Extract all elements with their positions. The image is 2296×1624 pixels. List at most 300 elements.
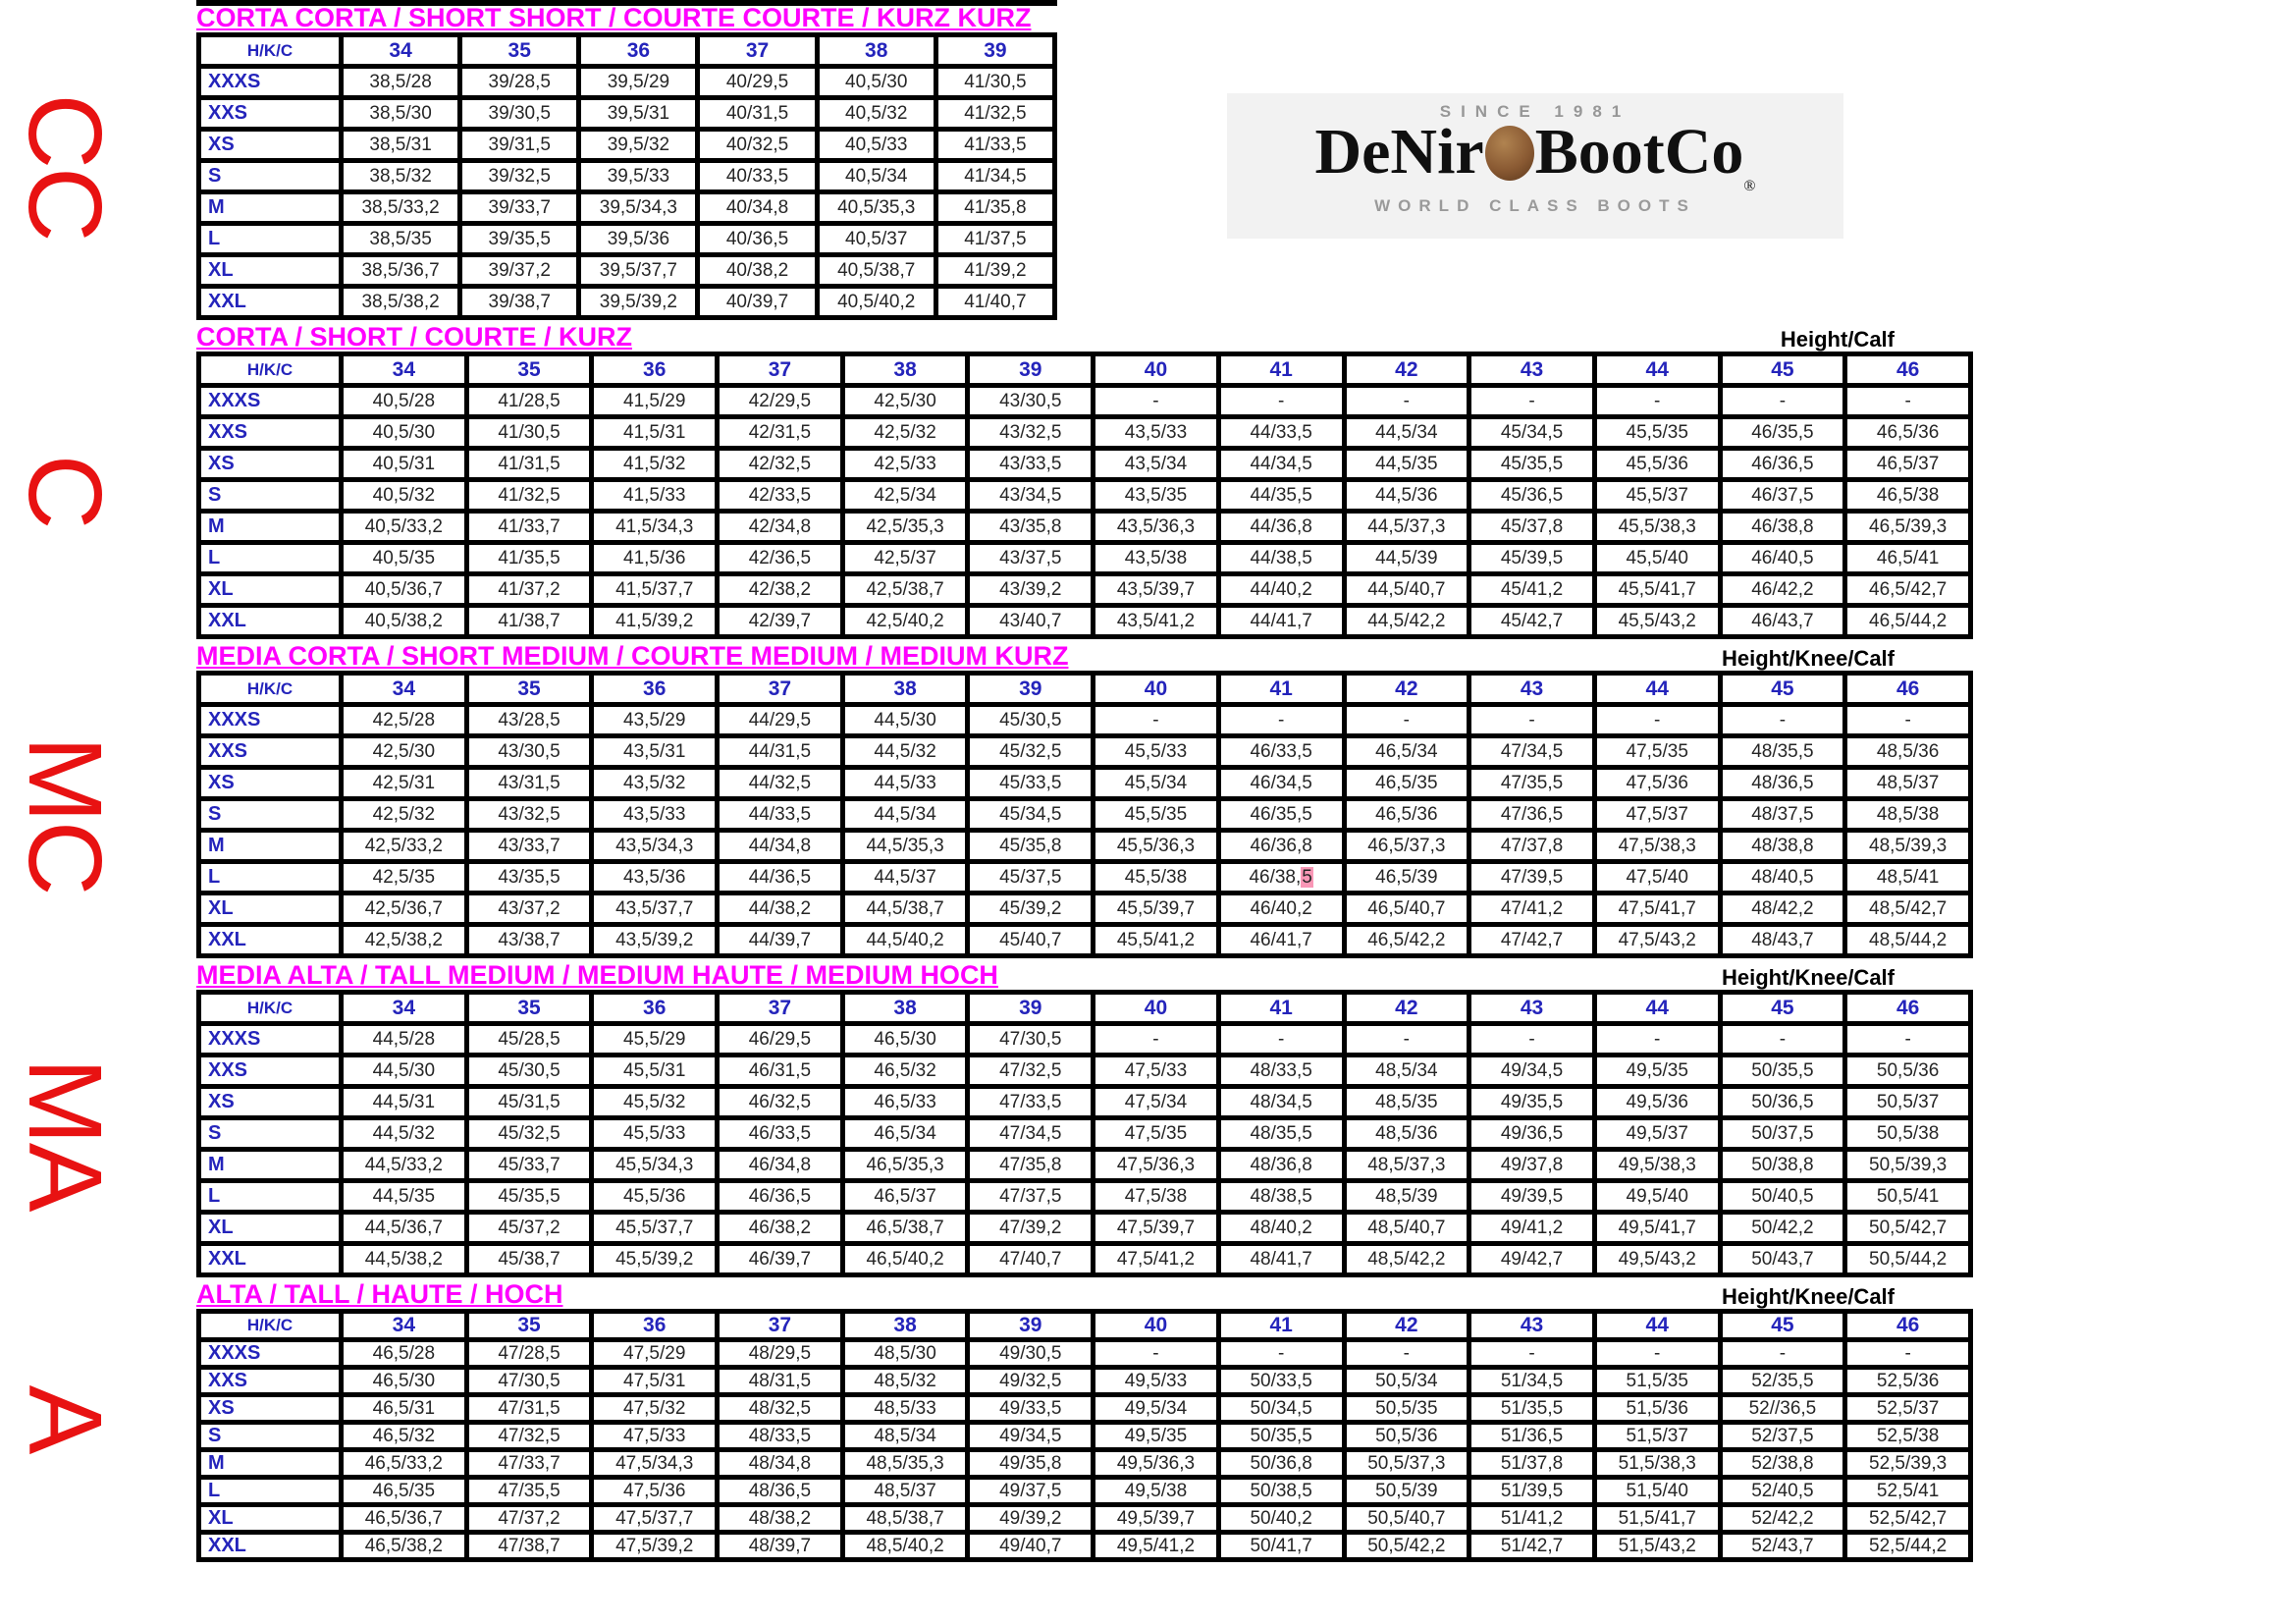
- size-cell: 43,5/41,2: [1094, 606, 1219, 637]
- size-cell: 45,5/39,2: [592, 1244, 718, 1275]
- size-cell: 47/30,5: [968, 1024, 1094, 1056]
- size-cell: 44/33,5: [718, 799, 843, 831]
- size-cell: 39,5/31: [579, 98, 698, 130]
- size-column-header: 34: [342, 35, 460, 67]
- size-cell: 46,5/38: [1845, 480, 1971, 512]
- row-label: L: [199, 543, 342, 574]
- size-cell: 44,5/30: [842, 705, 968, 736]
- size-column-header: 45: [1720, 354, 1845, 386]
- size-cell: 38,5/38,2: [342, 287, 460, 318]
- size-cell: 48,5/41: [1845, 862, 1971, 893]
- size-column-header: 36: [579, 35, 698, 67]
- size-cell: 52,5/44,2: [1845, 1533, 1971, 1560]
- size-cell: 48/36,5: [718, 1478, 843, 1505]
- size-column-header: 44: [1594, 1312, 1720, 1340]
- size-cell: 48,5/33: [842, 1395, 968, 1423]
- size-column-header: 35: [466, 674, 592, 705]
- size-cell: 43/33,5: [968, 449, 1094, 480]
- size-cell: 48,5/39,3: [1845, 831, 1971, 862]
- size-cell: 47/37,2: [466, 1505, 592, 1533]
- size-cell: 48/36,5: [1720, 768, 1845, 799]
- size-column-header: 45: [1720, 674, 1845, 705]
- size-cell: 47,5/41,7: [1594, 893, 1720, 925]
- size-column-header: 36: [592, 354, 718, 386]
- size-column-header: 43: [1469, 1312, 1595, 1340]
- size-cell: 40/36,5: [698, 224, 817, 255]
- size-cell: 48,5/42,2: [1344, 1244, 1469, 1275]
- size-cell: 41/28,5: [466, 386, 592, 417]
- size-cell: 43/32,5: [968, 417, 1094, 449]
- size-cell: 51/37,8: [1469, 1450, 1595, 1478]
- size-cell: 46/37,5: [1720, 480, 1845, 512]
- table-row: [199, 1423, 1971, 1450]
- size-cell: 50/35,5: [1720, 1056, 1845, 1087]
- size-cell: 50,5/41: [1845, 1181, 1971, 1213]
- side-label-mc: MC: [7, 735, 123, 894]
- size-cell: 44,5/30: [342, 1056, 467, 1087]
- size-cell: 47,5/39,2: [592, 1533, 718, 1560]
- table-row: [199, 1533, 1971, 1560]
- table-row: [199, 862, 1971, 893]
- size-cell: 48,5/32: [842, 1368, 968, 1395]
- size-cell: 44/40,2: [1218, 574, 1344, 606]
- size-cell: -: [1720, 705, 1845, 736]
- table-row: [199, 192, 1055, 224]
- size-cell: 47,5/35: [1594, 736, 1720, 768]
- size-cell: 47,5/36: [592, 1478, 718, 1505]
- size-cell: 42,5/33: [842, 449, 968, 480]
- table-row: [199, 768, 1971, 799]
- size-column-header: 46: [1845, 993, 1971, 1024]
- size-cell: 47,5/36,3: [1094, 1150, 1219, 1181]
- table-row: [199, 1213, 1971, 1244]
- size-cell: 39,5/39,2: [579, 287, 698, 318]
- logo-brand-left: DeNir: [1314, 116, 1484, 188]
- table-row: [199, 705, 1971, 736]
- size-cell: 46/41,7: [1218, 925, 1344, 956]
- size-cell: 44/38,5: [1218, 543, 1344, 574]
- size-cell: 46/38,8: [1720, 512, 1845, 543]
- row-label: M: [199, 1150, 342, 1181]
- size-cell: 38,5/33,2: [342, 192, 460, 224]
- table-block-corta: [196, 322, 1973, 639]
- table-title: CORTA CORTA / SHORT SHORT / COURTE COURTE / KURZ KURZ: [196, 3, 1032, 32]
- size-cell: 38,5/36,7: [342, 255, 460, 287]
- size-cell: 50/42,2: [1720, 1213, 1845, 1244]
- size-cell: 39/30,5: [460, 98, 579, 130]
- size-cell: 44/36,5: [718, 862, 843, 893]
- size-cell: -: [1845, 705, 1971, 736]
- size-cell: 47,5/35: [1094, 1118, 1219, 1150]
- size-cell: 50,5/42,2: [1344, 1533, 1469, 1560]
- size-cell: 44/31,5: [718, 736, 843, 768]
- size-column-header: 37: [718, 1312, 843, 1340]
- size-cell: 40,5/34: [817, 161, 935, 192]
- table-row: [199, 67, 1055, 98]
- row-label: XL: [199, 1213, 342, 1244]
- corner-header-cell: H/K/C: [199, 1312, 342, 1340]
- size-cell: 45/39,5: [1469, 543, 1595, 574]
- size-cell: 50,5/36: [1344, 1423, 1469, 1450]
- size-cell: 45/34,5: [968, 799, 1094, 831]
- row-label: XL: [199, 574, 342, 606]
- size-cell: 40,5/31: [342, 449, 467, 480]
- size-cell: 48,5/40,2: [842, 1533, 968, 1560]
- size-cell: -: [1094, 1340, 1219, 1368]
- size-cell: 44,5/37,3: [1344, 512, 1469, 543]
- size-cell: 41/33,7: [466, 512, 592, 543]
- size-cell: 45,5/38: [1094, 862, 1219, 893]
- size-table-media-corta: [196, 671, 1973, 958]
- size-cell: 45/30,5: [968, 705, 1094, 736]
- size-cell: -: [1344, 386, 1469, 417]
- size-cell: 52,5/38: [1845, 1423, 1971, 1450]
- size-cell: 43/35,8: [968, 512, 1094, 543]
- size-cell: 39,5/32: [579, 130, 698, 161]
- size-cell: 49,5/35: [1594, 1056, 1720, 1087]
- size-cell: 49,5/39,7: [1094, 1505, 1219, 1533]
- size-cell: 47/39,5: [1469, 862, 1595, 893]
- size-cell: 48/43,7: [1720, 925, 1845, 956]
- size-cell: 48/38,2: [718, 1505, 843, 1533]
- table-row: [199, 1181, 1971, 1213]
- size-cell: 44/34,5: [1218, 449, 1344, 480]
- size-cell: 44,5/40,2: [842, 925, 968, 956]
- size-cell: 47/34,5: [968, 1118, 1094, 1150]
- size-cell: 42/39,7: [718, 606, 843, 637]
- size-cell: 47/37,8: [1469, 831, 1595, 862]
- size-cell: 42,5/35,3: [842, 512, 968, 543]
- size-table-corta-corta: [196, 32, 1057, 320]
- size-cell: 45,5/37: [1594, 480, 1720, 512]
- size-column-header: 38: [817, 35, 935, 67]
- size-cell: 48/34,8: [718, 1450, 843, 1478]
- size-cell: 40,5/37: [817, 224, 935, 255]
- size-cell: 51,5/36: [1594, 1395, 1720, 1423]
- size-column-header: 38: [842, 674, 968, 705]
- size-column-header: 46: [1845, 354, 1971, 386]
- size-cell: 51/35,5: [1469, 1395, 1595, 1423]
- size-cell: 45,5/35: [1094, 799, 1219, 831]
- size-cell: 45/35,5: [466, 1181, 592, 1213]
- size-column-header: 35: [460, 35, 579, 67]
- size-cell: 49/42,7: [1469, 1244, 1595, 1275]
- size-column-header: 39: [968, 993, 1094, 1024]
- measure-label: Height/Knee/Calf: [1721, 965, 1895, 990]
- size-cell: 52,5/39,3: [1845, 1450, 1971, 1478]
- size-cell: 47/30,5: [466, 1368, 592, 1395]
- size-cell: -: [1720, 1024, 1845, 1056]
- size-cell: 44,5/42,2: [1344, 606, 1469, 637]
- size-cell: 40,5/40,2: [817, 287, 935, 318]
- table-row: [199, 1395, 1971, 1423]
- size-cell: 44,5/33,2: [342, 1150, 467, 1181]
- size-column-header: 41: [1218, 993, 1344, 1024]
- row-label: XXL: [199, 925, 342, 956]
- size-table-corta: [196, 352, 1973, 639]
- size-cell: 44/41,7: [1218, 606, 1344, 637]
- size-cell: 39/28,5: [460, 67, 579, 98]
- size-column-header: 46: [1845, 674, 1971, 705]
- size-column-header: 34: [342, 1312, 467, 1340]
- size-cell: 47/32,5: [968, 1056, 1094, 1087]
- size-cell: 50/35,5: [1218, 1423, 1344, 1450]
- size-cell: 39,5/37,7: [579, 255, 698, 287]
- size-cell: 46,5/39,3: [1845, 512, 1971, 543]
- size-cell: 51,5/41,7: [1594, 1505, 1720, 1533]
- table-row: [199, 1478, 1971, 1505]
- size-cell: 46,5/37: [842, 1181, 968, 1213]
- size-cell: 49,5/40: [1594, 1181, 1720, 1213]
- side-label-ma: MA: [7, 1057, 123, 1211]
- size-cell: 45/37,5: [968, 862, 1094, 893]
- size-cell: 51,5/35: [1594, 1368, 1720, 1395]
- size-cell: 40/33,5: [698, 161, 817, 192]
- size-cell: 47,5/38,3: [1594, 831, 1720, 862]
- size-cell: 52//36,5: [1720, 1395, 1845, 1423]
- size-cell: 46,5/32: [342, 1423, 467, 1450]
- row-label: S: [199, 799, 342, 831]
- size-cell: 39,5/34,3: [579, 192, 698, 224]
- size-cell: -: [1218, 1340, 1344, 1368]
- size-cell: 50,5/44,2: [1845, 1244, 1971, 1275]
- size-cell: 48/32,5: [718, 1395, 843, 1423]
- size-cell: 44/36,8: [1218, 512, 1344, 543]
- size-column-header: 42: [1344, 354, 1469, 386]
- size-column-header: 34: [342, 993, 467, 1024]
- size-column-header: 38: [842, 354, 968, 386]
- size-cell: 45,5/36: [1594, 449, 1720, 480]
- size-cell: 43,5/34: [1094, 449, 1219, 480]
- size-column-header: 37: [698, 35, 817, 67]
- size-cell: 40/38,2: [698, 255, 817, 287]
- size-cell: 42/33,5: [718, 480, 843, 512]
- size-cell: -: [1845, 386, 1971, 417]
- size-cell: -: [1594, 705, 1720, 736]
- size-cell: 48,5/30: [842, 1340, 968, 1368]
- size-column-header: 40: [1094, 674, 1219, 705]
- size-cell: 44,5/34: [842, 799, 968, 831]
- size-cell: 42,5/38,7: [842, 574, 968, 606]
- size-cell: 47,5/32: [592, 1395, 718, 1423]
- size-cell: 45,5/32: [592, 1087, 718, 1118]
- size-cell: 51,5/40: [1594, 1478, 1720, 1505]
- size-cell: 49/30,5: [968, 1340, 1094, 1368]
- size-cell: 48/41,7: [1218, 1244, 1344, 1275]
- size-cell: 49,5/41,7: [1594, 1213, 1720, 1244]
- size-column-header: 37: [718, 674, 843, 705]
- size-cell: 45/35,5: [1469, 449, 1595, 480]
- size-cell: 41,5/34,3: [592, 512, 718, 543]
- size-cell: 43,5/35: [1094, 480, 1219, 512]
- size-cell: 51,5/38,3: [1594, 1450, 1720, 1478]
- size-cell: 51,5/37: [1594, 1423, 1720, 1450]
- size-cell: 46,5/33,2: [342, 1450, 467, 1478]
- size-column-header: 42: [1344, 674, 1469, 705]
- row-label: XXL: [199, 1533, 342, 1560]
- size-cell: 40/31,5: [698, 98, 817, 130]
- size-cell: 44,5/36: [1344, 480, 1469, 512]
- size-cell: 50/37,5: [1720, 1118, 1845, 1150]
- row-label: XXS: [199, 1056, 342, 1087]
- size-cell: 42/32,5: [718, 449, 843, 480]
- size-cell: -: [1720, 386, 1845, 417]
- size-column-header: 39: [968, 1312, 1094, 1340]
- size-cell: 41,5/33: [592, 480, 718, 512]
- size-cell: 46,5/44,2: [1845, 606, 1971, 637]
- size-table-alta: [196, 1309, 1973, 1562]
- size-cell: 46,5/38,7: [842, 1213, 968, 1244]
- table-row: [199, 1340, 1971, 1368]
- size-cell: 45,5/41,7: [1594, 574, 1720, 606]
- size-cell: 50/40,5: [1720, 1181, 1845, 1213]
- size-cell: 50/34,5: [1218, 1395, 1344, 1423]
- size-cell: 48,5/36: [1845, 736, 1971, 768]
- size-cell: 46,5/33: [842, 1087, 968, 1118]
- size-cell: 43,5/34,3: [592, 831, 718, 862]
- size-cell: 50,5/37: [1845, 1087, 1971, 1118]
- size-cell: 47,5/33: [592, 1423, 718, 1450]
- size-column-header: 43: [1469, 354, 1595, 386]
- size-cell: 41,5/31: [592, 417, 718, 449]
- size-cell: 45/37,2: [466, 1213, 592, 1244]
- size-cell: 49/37,5: [968, 1478, 1094, 1505]
- row-label: S: [199, 161, 342, 192]
- table-row: [199, 224, 1055, 255]
- size-cell: 43/38,7: [466, 925, 592, 956]
- size-column-header: 37: [718, 354, 843, 386]
- row-label: XL: [199, 893, 342, 925]
- size-cell: -: [1469, 705, 1595, 736]
- size-cell: 45,5/38,3: [1594, 512, 1720, 543]
- size-cell: 44/38,2: [718, 893, 843, 925]
- size-cell: 51/39,5: [1469, 1478, 1595, 1505]
- size-cell: -: [1218, 1024, 1344, 1056]
- size-cell: 39/35,5: [460, 224, 579, 255]
- size-cell: -: [1344, 1024, 1469, 1056]
- size-cell: 45/38,7: [466, 1244, 592, 1275]
- size-cell: 50,5/39: [1344, 1478, 1469, 1505]
- size-cell: 46,5/30: [342, 1368, 467, 1395]
- size-cell: -: [1845, 1024, 1971, 1056]
- size-cell: 40,5/38,7: [817, 255, 935, 287]
- size-cell: 43,5/37,7: [592, 893, 718, 925]
- row-label: S: [199, 1118, 342, 1150]
- size-cell: 52,5/37: [1845, 1395, 1971, 1423]
- corner-header-cell: H/K/C: [199, 674, 342, 705]
- size-cell: 46,5/36,7: [342, 1505, 467, 1533]
- size-cell: 45/32,5: [466, 1118, 592, 1150]
- size-cell: -: [1094, 1024, 1219, 1056]
- size-cell: 49,5/38: [1094, 1478, 1219, 1505]
- size-cell: 38,5/32: [342, 161, 460, 192]
- row-label: XXXS: [199, 386, 342, 417]
- size-column-header: 34: [342, 354, 467, 386]
- size-cell: 47/33,7: [466, 1450, 592, 1478]
- size-cell: 45,5/43,2: [1594, 606, 1720, 637]
- size-cell: 41/38,7: [466, 606, 592, 637]
- size-cell: 45/31,5: [466, 1087, 592, 1118]
- size-cell: 52/35,5: [1720, 1368, 1845, 1395]
- size-cell: 48/40,5: [1720, 862, 1845, 893]
- size-cell: 47,5/31: [592, 1368, 718, 1395]
- size-cell: -: [1094, 386, 1219, 417]
- size-cell: 43/37,2: [466, 893, 592, 925]
- size-column-header: 42: [1344, 993, 1469, 1024]
- size-cell: 46/42,2: [1720, 574, 1845, 606]
- row-label: XXL: [199, 1244, 342, 1275]
- size-column-header: 35: [466, 993, 592, 1024]
- size-cell: 38,5/30: [342, 98, 460, 130]
- size-column-header: 44: [1594, 674, 1720, 705]
- size-cell: 41,5/32: [592, 449, 718, 480]
- table-title: MEDIA ALTA / TALL MEDIUM / MEDIUM HAUTE / MEDIUM HOCH: [196, 960, 998, 990]
- size-cell: -: [1594, 1340, 1720, 1368]
- size-cell: 41/33,5: [935, 130, 1054, 161]
- size-cell: 50,5/42,7: [1845, 1213, 1971, 1244]
- row-label: S: [199, 1423, 342, 1450]
- size-cell: 47/35,5: [1469, 768, 1595, 799]
- size-cell: 41/31,5: [466, 449, 592, 480]
- size-cell: 47,5/29: [592, 1340, 718, 1368]
- size-cell: 45,5/33: [592, 1118, 718, 1150]
- size-column-header: 44: [1594, 354, 1720, 386]
- size-column-header: 35: [466, 1312, 592, 1340]
- size-cell: 49/34,5: [1469, 1056, 1595, 1087]
- size-cell: 46/32,5: [718, 1087, 843, 1118]
- logo-tagline-top: SINCE 1981: [1439, 102, 1631, 121]
- table-row: [199, 1024, 1971, 1056]
- size-cell: 47/38,7: [466, 1533, 592, 1560]
- side-label-cc: CC: [7, 93, 123, 241]
- size-cell: 46,5/39: [1344, 862, 1469, 893]
- registered-mark: ®: [1743, 178, 1756, 194]
- size-cell: 45/40,7: [968, 925, 1094, 956]
- size-cell: 39,5/29: [579, 67, 698, 98]
- size-cell: 47/33,5: [968, 1087, 1094, 1118]
- size-cell: 43,5/39,2: [592, 925, 718, 956]
- size-cell: 43,5/33: [1094, 417, 1219, 449]
- size-cell: 42,5/28: [342, 705, 467, 736]
- size-cell: 43,5/32: [592, 768, 718, 799]
- table-row: [199, 736, 1971, 768]
- size-cell: 47/35,5: [466, 1478, 592, 1505]
- size-cell: 46,5/35: [1344, 768, 1469, 799]
- size-cell: 47/42,7: [1469, 925, 1595, 956]
- size-cell: 45/37,8: [1469, 512, 1595, 543]
- size-cell: 48/37,5: [1720, 799, 1845, 831]
- size-cell: 48,5/37: [842, 1478, 968, 1505]
- size-cell: -: [1344, 1340, 1469, 1368]
- size-cell: 41/34,5: [935, 161, 1054, 192]
- size-cell: 46,5/31: [342, 1395, 467, 1423]
- size-cell: 52/37,5: [1720, 1423, 1845, 1450]
- row-label: XXXS: [199, 1340, 342, 1368]
- size-cell: 48,5/40,7: [1344, 1213, 1469, 1244]
- size-cell: 42,5/32: [842, 417, 968, 449]
- size-cell: 45,5/39,7: [1094, 893, 1219, 925]
- size-cell: 50,5/40,7: [1344, 1505, 1469, 1533]
- size-cell: 46,5/37: [1845, 449, 1971, 480]
- size-cell: 39/33,7: [460, 192, 579, 224]
- size-cell: 47,5/34,3: [592, 1450, 718, 1478]
- size-cell: 49/41,2: [1469, 1213, 1595, 1244]
- size-cell: 49,5/41,2: [1094, 1533, 1219, 1560]
- size-cell: 40/39,7: [698, 287, 817, 318]
- size-cell: 48,5/34: [1344, 1056, 1469, 1087]
- table-title: CORTA / SHORT / COURTE / KURZ: [196, 322, 632, 352]
- size-column-header: 39: [968, 354, 1094, 386]
